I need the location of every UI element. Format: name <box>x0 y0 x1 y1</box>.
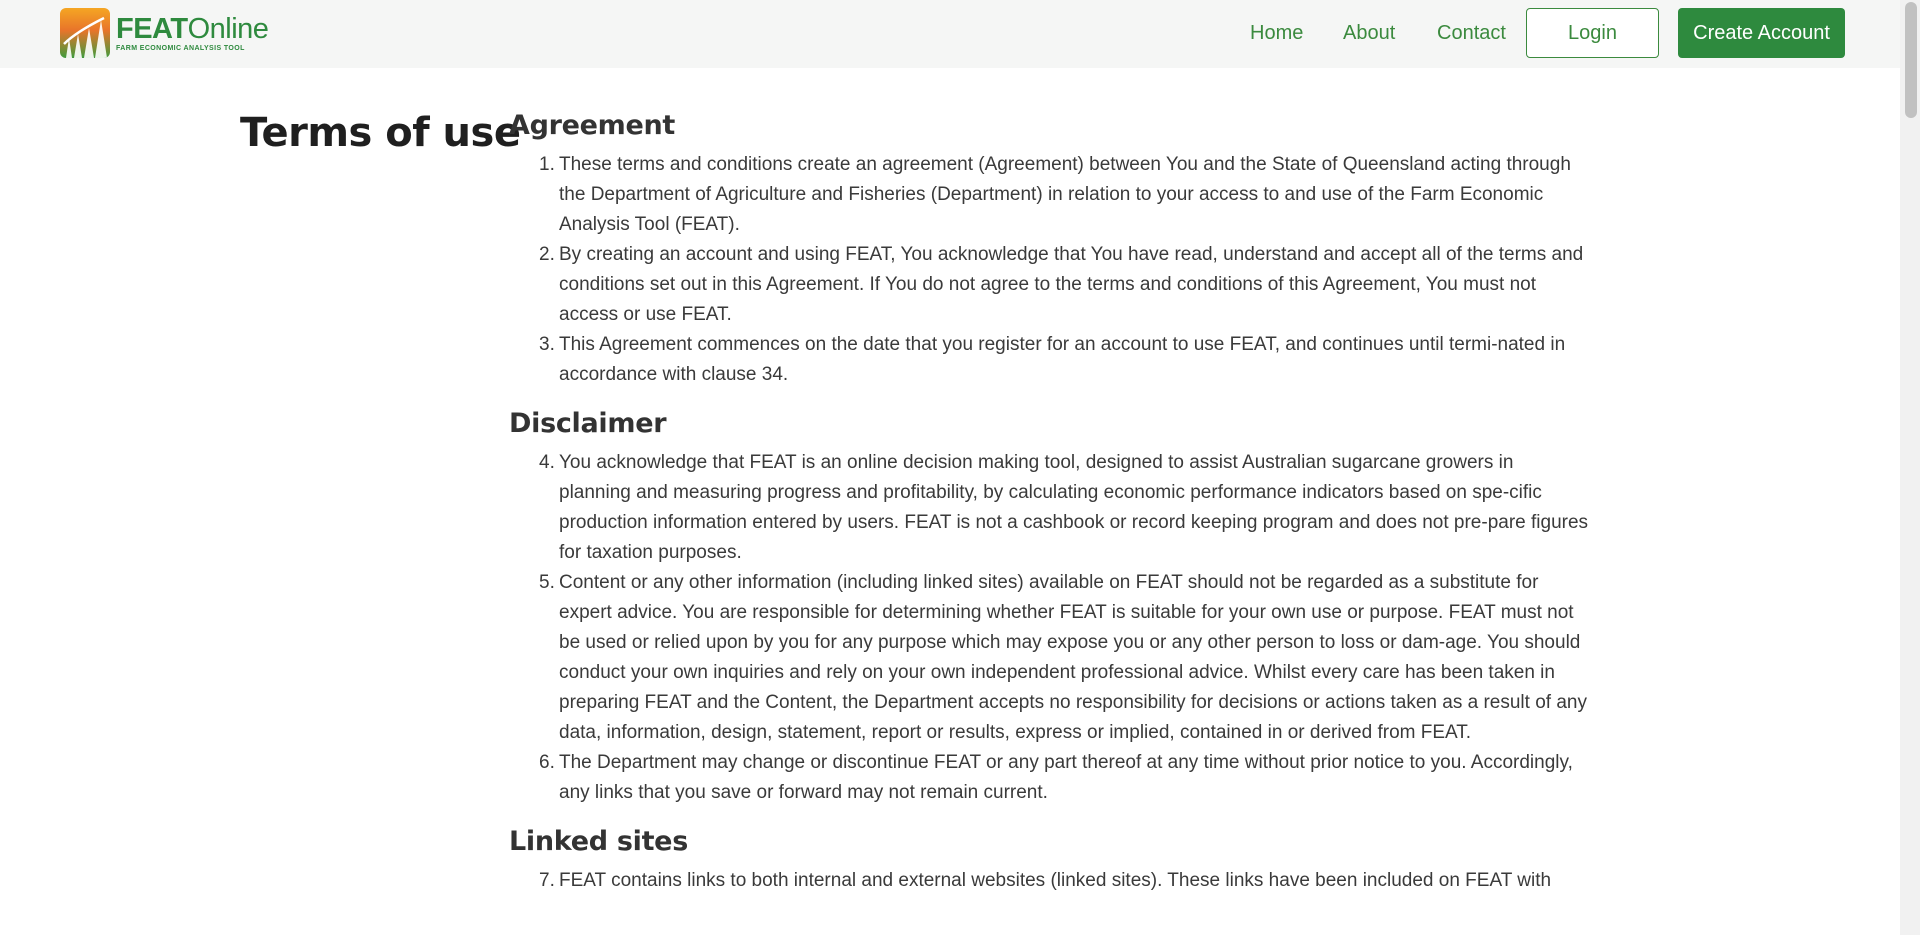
nav-about-link[interactable]: About <box>1343 22 1396 44</box>
nav-contact-link[interactable]: Contact <box>1437 22 1506 44</box>
section-heading: Disclaimer <box>509 408 667 439</box>
page-scrollbar[interactable] <box>1900 0 1920 935</box>
feat-online-logo[interactable] <box>60 8 268 58</box>
page-title: Terms of use <box>240 110 521 156</box>
list-item: 1. These terms and conditions create an agreement (Agreement) between You and the State of Queensland acting through the Department of Agriculture and Fisheries (Department) in relation to your access to and use of the Farm Economic Analysis Tool (FEAT). <box>539 154 1571 235</box>
list-item: 7. FEAT contains links to both internal and external websites (linked sites). These links have been included on FEAT with <box>539 870 1552 891</box>
section-heading: Agreement <box>509 110 676 141</box>
login-button[interactable]: Login <box>1526 8 1659 58</box>
logo-subtitle: FARM ECONOMIC ANALYSIS TOOL <box>116 45 245 52</box>
list-item: 6. The Department may change or discontinue FEAT or any part thereof at any time without prior notice to you. Accordingly, any links that you save or forward may not remain current. <box>539 752 1573 803</box>
list-item: 3. This Agreement commences on the date that you register for an account to use FEAT, and continues until termi-nated in accordance with clause 34. <box>539 334 1566 385</box>
logo-cane-icon <box>60 8 110 58</box>
list-item: 5. Content or any other information (including linked sites) available on FEAT should not be regarded as a substitute for expert advice. You are responsible for determining whether FEAT is suitable for your own use or purpose. FEAT must not be used or relied upon by you for any purpose which may expose you or any other person to loss or dam-age. You should conduct your own inquiries and rely on your own independent professional advice. Whilst every care has been taken in preparing FEAT and the Content, the Department accepts no responsibility for decisions or actions taken as a result of any data, information, design, statement, report or results, express or implied, contained in or derived from FEAT. <box>539 572 1587 743</box>
list-item: 4. You acknowledge that FEAT is an online decision making tool, designed to assist Australian sugarcane growers in planning and measuring progress and profitability, by calculating economic performance indicators based on spe-cific production information entered by users. FEAT is not a cashbook or record keeping program and does not pre-pare figures for taxation purposes. <box>539 452 1589 563</box>
terms-content <box>509 108 1589 912</box>
navbar <box>0 0 1900 68</box>
section-disclaimer <box>509 406 1589 808</box>
list-item: 2. By creating an account and using FEAT, You acknowledge that You have read, understand and accept all of the terms and conditions set out in this Agreement. If You do not agree to the terms and conditions of this Agreement, You must not access or use FEAT. <box>539 244 1584 325</box>
nav-home-link[interactable]: Home <box>1250 22 1304 44</box>
section-agreement <box>509 108 1589 390</box>
logo-title: FEATOnline <box>116 13 269 45</box>
section-heading: Linked sites <box>509 826 688 857</box>
section-linked-sites <box>509 824 1589 896</box>
create-account-button[interactable]: Create Account <box>1678 8 1845 58</box>
scrollbar-thumb[interactable] <box>1905 2 1917 118</box>
